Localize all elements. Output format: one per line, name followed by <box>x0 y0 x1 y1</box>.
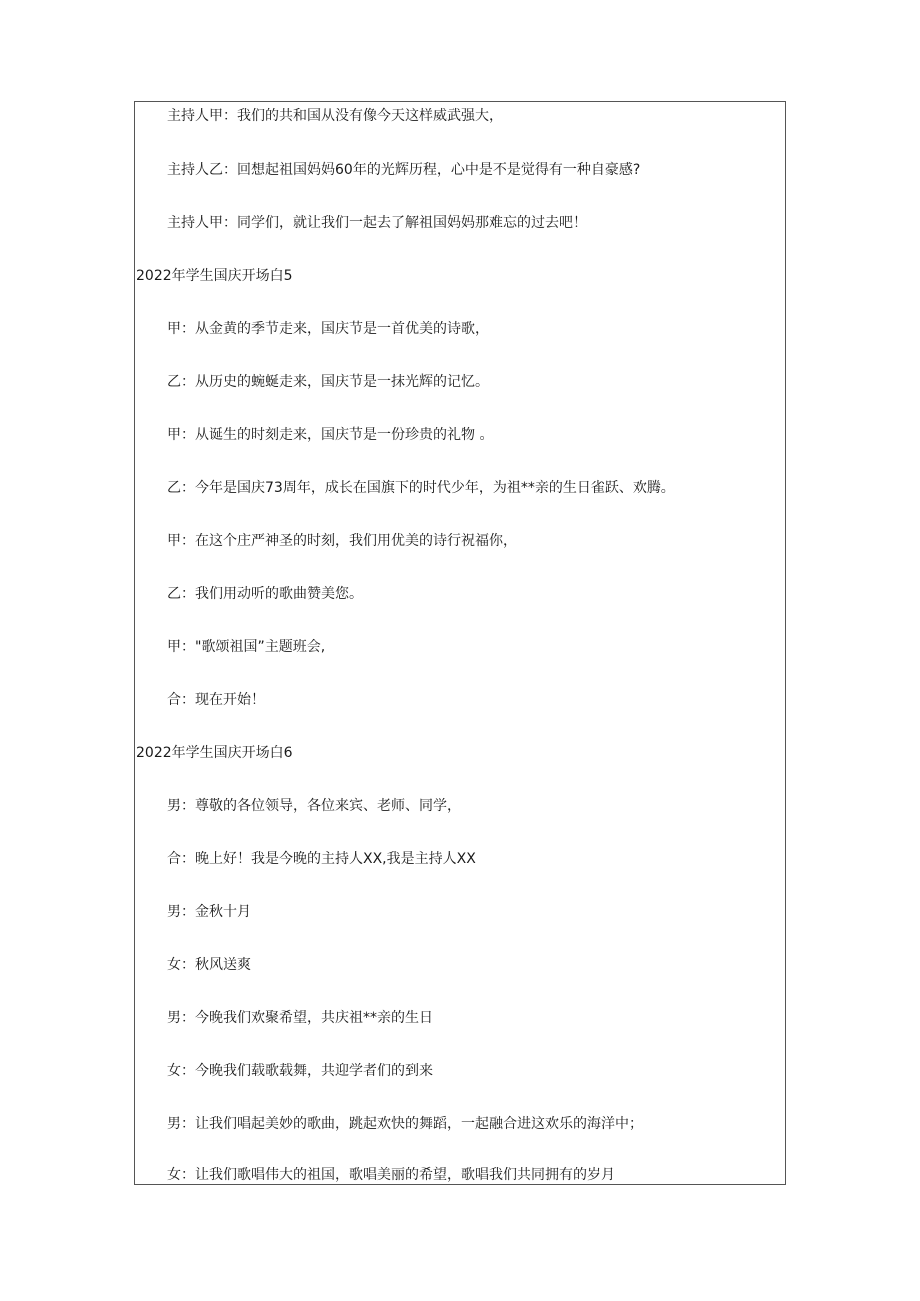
paragraph-line: 乙：我们用动听的歌曲赞美您。 <box>167 586 363 602</box>
paragraph-line: 女：让我们歌唱伟大的祖国，歌唱美丽的希望，歌唱我们共同拥有的岁月 <box>167 1167 615 1183</box>
paragraph-line: 甲：从诞生的时刻走来，国庆节是一份珍贵的礼物 。 <box>167 427 494 443</box>
paragraph-line: 乙：今年是国庆73周年，成长在国旗下的时代少年，为祖**亲的生日雀跃、欢腾。 <box>167 480 675 496</box>
paragraph-line: 甲：在这个庄严神圣的时刻，我们用优美的诗行祝福你， <box>167 533 517 549</box>
section-heading: 2022年学生国庆开场白6 <box>136 745 293 761</box>
section-heading: 2022年学生国庆开场白5 <box>136 268 293 284</box>
paragraph-line: 男：今晚我们欢聚希望，共庆祖**亲的生日 <box>167 1010 433 1026</box>
paragraph-line: 乙：从历史的蜿蜒走来，国庆节是一抹光辉的记忆。 <box>167 374 489 390</box>
paragraph-line: 合：晚上好！我是今晚的主持人XX,我是主持人XX <box>167 851 476 867</box>
paragraph-line: 主持人甲：同学们，就让我们一起去了解祖国妈妈那难忘的过去吧！ <box>167 215 587 231</box>
paragraph-line: 女：秋风送爽 <box>167 957 251 973</box>
paragraph-line: 甲："歌颂祖国”主题班会, <box>167 639 326 655</box>
paragraph-line: 男：金秋十月 <box>167 904 251 920</box>
paragraph-line: 甲：从金黄的季节走来，国庆节是一首优美的诗歌， <box>167 321 489 337</box>
paragraph-line: 女：今晚我们载歌载舞，共迎学者们的到来 <box>167 1063 433 1079</box>
paragraph-line: 男：尊敬的各位领导，各位来宾、老师、同学， <box>167 798 461 814</box>
paragraph-line: 合：现在开始！ <box>167 692 265 708</box>
paragraph-line: 主持人甲：我们的共和国从没有像今天这样威武强大， <box>167 108 503 124</box>
paragraph-line: 主持人乙：回想起祖国妈妈60年的光辉历程，心中是不是觉得有一种自豪感? <box>167 162 641 178</box>
paragraph-line: 男：让我们唱起美妙的歌曲，跳起欢快的舞蹈，一起融合进这欢乐的海洋中； <box>167 1116 643 1132</box>
